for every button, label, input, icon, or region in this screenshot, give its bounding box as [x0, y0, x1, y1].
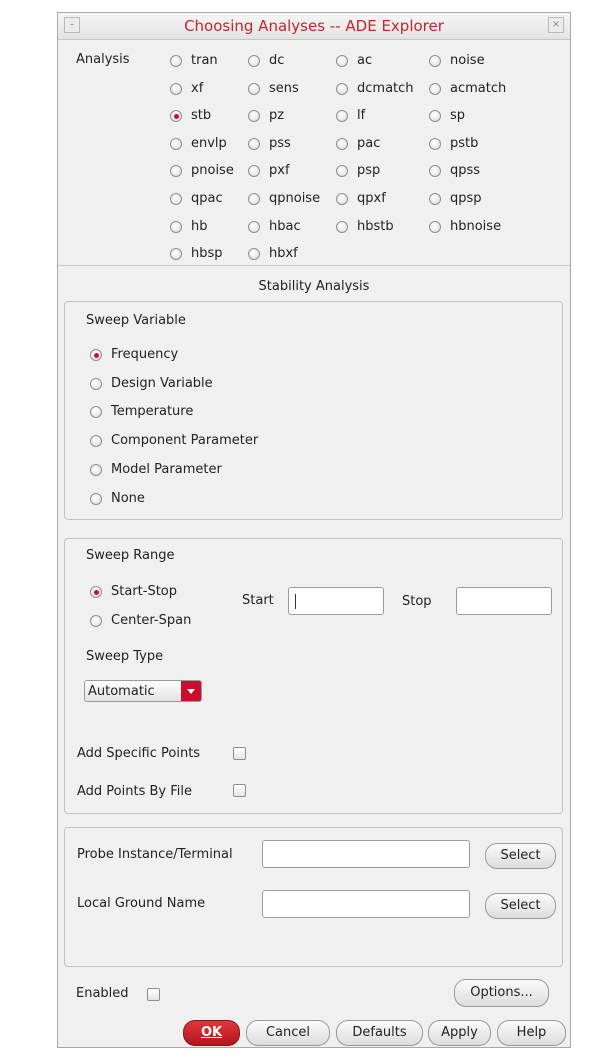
analysis-radio-hb[interactable] [170, 221, 182, 233]
options-button[interactable]: Options... [454, 979, 549, 1007]
analysis-radio-pnoise[interactable] [170, 165, 182, 177]
analysis-option-label: psp [357, 163, 381, 178]
analysis-option-label: sens [269, 81, 299, 96]
sweep-variable-option-label: Design Variable [111, 376, 213, 391]
analysis-radio-dcmatch[interactable] [336, 83, 348, 95]
analysis-option-label: pstb [450, 136, 479, 151]
probe-group [64, 827, 563, 967]
analysis-radio-hbnoise[interactable] [429, 221, 441, 233]
analysis-radio-sp[interactable] [429, 110, 441, 122]
analysis-option-label: qpac [191, 191, 223, 206]
chevron-down-icon[interactable] [181, 681, 201, 701]
sweep-variable-label: Sweep Variable [86, 313, 186, 328]
start-label: Start [242, 593, 274, 608]
analysis-option-label: qpnoise [269, 191, 321, 206]
sweep-variable-group [64, 301, 563, 520]
analysis-radio-pss[interactable] [248, 138, 260, 150]
title-bar[interactable] [58, 13, 570, 40]
sweep-variable-option-label: Component Parameter [111, 433, 259, 448]
ok-button[interactable] [183, 1020, 240, 1046]
ground-select-button[interactable]: Select [485, 893, 556, 919]
analysis-option-label: hb [191, 219, 208, 234]
analysis-radio-qpss[interactable] [429, 165, 441, 177]
add-points-by-file-checkbox[interactable] [233, 784, 246, 797]
analysis-option-label: sp [450, 108, 466, 123]
enabled-checkbox[interactable] [147, 988, 160, 1001]
stop-label: Stop [402, 594, 432, 609]
analysis-option-label: stb [191, 108, 212, 123]
sweep-range-label: Sweep Range [86, 548, 175, 563]
add-specific-points-checkbox[interactable] [233, 747, 246, 760]
add-points-by-file-label: Add Points By File [77, 784, 192, 799]
local-ground-input[interactable] [262, 890, 470, 918]
analysis-radio-stb[interactable] [170, 110, 182, 122]
analysis-radio-qpsp[interactable] [429, 193, 441, 205]
analysis-option-label: envlp [191, 136, 227, 151]
analysis-label: Analysis [76, 52, 130, 67]
defaults-button[interactable]: Defaults [336, 1020, 423, 1046]
analysis-radio-lf[interactable] [336, 110, 348, 122]
sweep-variable-radio-design-variable[interactable] [90, 378, 102, 390]
probe-select-button[interactable]: Select [485, 843, 556, 869]
analysis-option-label: qpss [450, 163, 481, 178]
analysis-radio-xf[interactable] [170, 83, 182, 95]
sweep-range-radio-center-span[interactable] [90, 615, 102, 627]
analysis-radio-hbxf[interactable] [248, 248, 260, 260]
analysis-radio-acmatch[interactable] [429, 83, 441, 95]
sweep-variable-option-label: Frequency [111, 347, 179, 362]
analysis-option-label: dc [269, 53, 285, 68]
analysis-option-label: lf [357, 108, 366, 123]
sweep-variable-radio-frequency[interactable] [90, 349, 102, 361]
divider [58, 265, 570, 266]
analysis-radio-sens[interactable] [248, 83, 260, 95]
add-specific-points-label: Add Specific Points [77, 746, 201, 761]
analysis-option-label: hbstb [357, 219, 394, 234]
cancel-button[interactable]: Cancel [246, 1020, 330, 1046]
analysis-radio-dc[interactable] [248, 55, 260, 67]
analysis-radio-pz[interactable] [248, 110, 260, 122]
analysis-radio-hbac[interactable] [248, 221, 260, 233]
analysis-option-label: hbac [269, 219, 301, 234]
analysis-option-label: tran [191, 53, 218, 68]
analysis-radio-hbstb[interactable] [336, 221, 348, 233]
close-icon[interactable]: × [548, 17, 564, 33]
sweep-type-dropdown[interactable] [84, 680, 202, 702]
analysis-option-label: hbnoise [450, 219, 502, 234]
analysis-radio-pxf[interactable] [248, 165, 260, 177]
apply-button[interactable]: Apply [428, 1020, 491, 1046]
analysis-option-label: ac [357, 53, 373, 68]
sweep-variable-option-label: None [111, 491, 145, 506]
analysis-radio-qpac[interactable] [170, 193, 182, 205]
sweep-range-group [64, 538, 563, 814]
sweep-variable-radio-none[interactable] [90, 493, 102, 505]
sweep-type-value: Automatic [88, 684, 155, 699]
sweep-range-option-label: Start-Stop [111, 584, 178, 599]
analysis-option-label: noise [450, 53, 485, 68]
analysis-radio-ac[interactable] [336, 55, 348, 67]
sweep-range-radio-start-stop[interactable] [90, 586, 102, 598]
analysis-radio-qpnoise[interactable] [248, 193, 260, 205]
stop-input[interactable] [456, 587, 552, 615]
analysis-option-label: pz [269, 108, 285, 123]
analysis-radio-hbsp[interactable] [170, 248, 182, 260]
sweep-variable-radio-component-parameter[interactable] [90, 435, 102, 447]
text-cursor [295, 594, 296, 609]
analysis-radio-pstb[interactable] [429, 138, 441, 150]
analysis-option-label: hbxf [269, 246, 298, 261]
section-title: Stability Analysis [258, 279, 370, 294]
sweep-range-option-label: Center-Span [111, 613, 192, 628]
enabled-label: Enabled [76, 986, 129, 1001]
probe-instance-input[interactable] [262, 840, 470, 868]
analysis-option-label: pss [269, 136, 291, 151]
analysis-option-label: xf [191, 81, 204, 96]
analysis-radio-tran[interactable] [170, 55, 182, 67]
analysis-radio-pac[interactable] [336, 138, 348, 150]
analysis-option-label: acmatch [450, 81, 507, 96]
analysis-option-label: qpsp [450, 191, 482, 206]
sweep-variable-radio-model-parameter[interactable] [90, 464, 102, 476]
probe-instance-label: Probe Instance/Terminal [77, 847, 233, 862]
ok-button-label: OK [200, 1025, 223, 1040]
local-ground-label: Local Ground Name [77, 896, 206, 911]
analysis-radio-psp[interactable] [336, 165, 348, 177]
analysis-option-label: pnoise [191, 163, 234, 178]
sweep-type-label: Sweep Type [86, 649, 164, 664]
help-button[interactable]: Help [497, 1020, 566, 1046]
analysis-option-label: pxf [269, 163, 290, 178]
start-input[interactable] [288, 587, 384, 615]
analysis-radio-qpxf[interactable] [336, 193, 348, 205]
minimize-icon[interactable]: – [64, 17, 80, 33]
window-title: Choosing Analyses -- ADE Explorer [184, 17, 444, 35]
analysis-radio-envlp[interactable] [170, 138, 182, 150]
sweep-variable-option-label: Model Parameter [111, 462, 222, 477]
analysis-option-label: pac [357, 136, 381, 151]
sweep-variable-option-label: Temperature [111, 404, 194, 419]
choosing-analyses-dialog [57, 12, 571, 1048]
sweep-variable-radio-temperature[interactable] [90, 406, 102, 418]
analysis-option-label: dcmatch [357, 81, 414, 96]
analysis-option-label: qpxf [357, 191, 386, 206]
analysis-option-label: hbsp [191, 246, 223, 261]
analysis-radio-noise[interactable] [429, 55, 441, 67]
